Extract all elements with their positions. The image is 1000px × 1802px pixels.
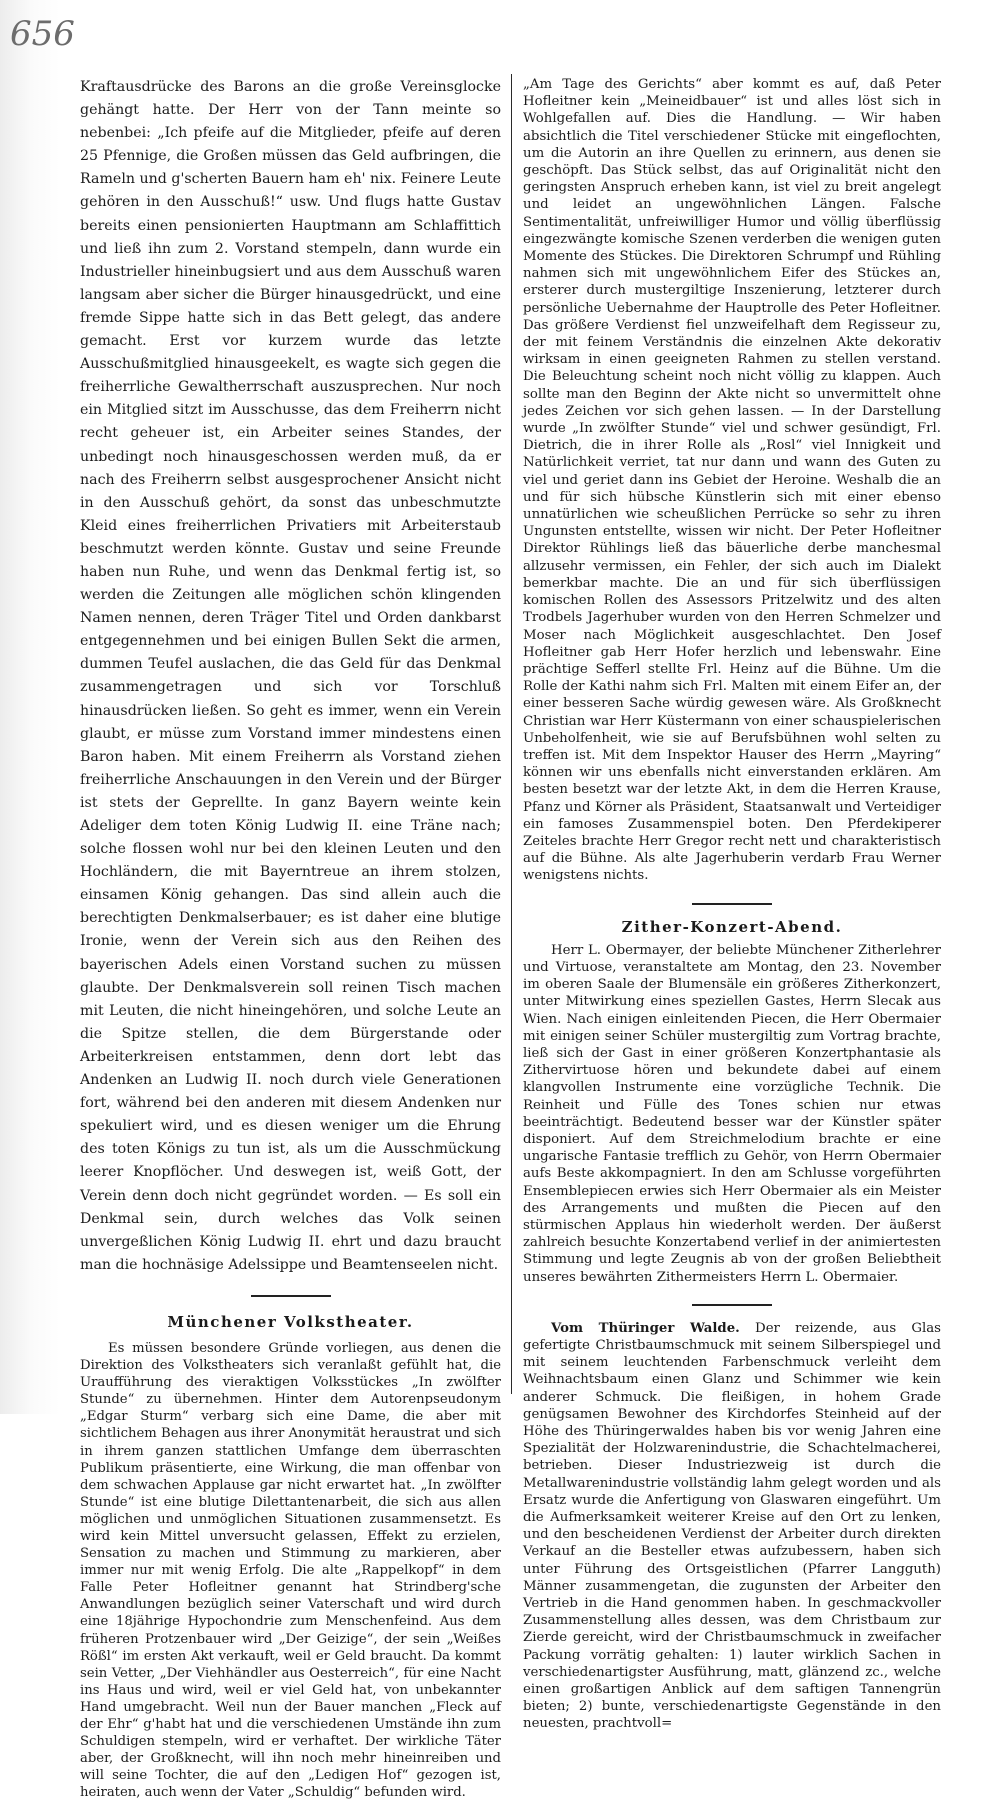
thueringer-walde-lead: Vom Thüringer Walde.	[551, 1320, 740, 1336]
review-continuation-text: „Am Tage des Gerichts“ aber kommt es auf, daß Peter Hofleitner kein „Meineidbauer“ ist und alles löst sich in Wohlgefallen auf. Dies die Handlung. — Wir haben absichtlich die Titel verschiedener Stücke mit eingeflochten, um die Autorin an ihre Quellen zu erinnern, aus denen sie geschöpft. Das Stück selbst, das auf Originalität nicht den geringsten Anspruch erheben kann, ist viel zu breit angelegt und leidet an ungewöhnlichen Längen. Falsche Sentimentalität, unfreiwilliger Humor und völlig überflüssig eingezwängte komische Szenen verderben die wenigen guten Momente des Stückes. Die Direktoren Schrumpf und Rühling nahmen sich mit ungewöhnlichem Eifer des Stückes an, ersterer durch mustergiltige Inszenierung, letzterer durch persönliche Uebernahme der Hauptrolle des Peter Hofleitner. Das größere Verdienst fiel unzweifelhaft dem Regisseur zu, der mit feinem Verständnis die einzelnen Akte dekorativ wirksam in einen geeigneten Rahmen zu stellen verstand. Die Beleuchtung scheint noch nicht völlig zu klappen. Auch sollte man den Beginn der Akte nicht so unvermittelt ohne jedes Zeichen vor sich gehen lassen. — In der Darstellung wurde „In zwölfter Stunde“ viel und schwer gesündigt, Frl. Dietrich, die in ihrer Rolle als „Rosl“ viel Innigkeit und Natürlichkeit verriet, tat nur dann und wann des Guten zu viel und geriet dann ins Gebiet der Heroine. Weshalb die an und für sich hübsche Künstlerin sich mit einer ebenso unnatürlichen wie scheußlichen Perrücke so sehr zu ihren Ungunsten entstellte, wissen wir nicht. Der Peter Hofleitner Direktor Rühlings ließ das bäuerliche derbe manchesmal allzusehr vermissen, ein Fehler, der sich auch im Dialekt bemerkbar machte. Die an und für sich überflüssigen komischen Rollen des Assessors Pritzelwitz und des alten Trodbels Jagerhuber wurden von den Herren Schmelzer und Moser nach Möglichkeit ausgeschlachtet. Den Josef Hofleitner gab Herr Hofer herzlich und lebenswahr. Eine prächtige Sefferl stellte Frl. Heinz auf die Bühne. Um die Rolle der Kathi nahm sich Frl. Malten mit einem Eifer an, der einer besseren Sache würdig gewesen wäre. Als Großknecht Christian war Herr Küstermann von einer schauspielerischen Unbeholfenheit, wie sie auf Berufsbühnen wohl selten zu treffen ist. Mit dem Inspektor Hauser des Herrn „Mayring“ können wir uns ebenfalls nicht einverstanden erklären. Am besten besetzt war der letzte Akt, in dem die Herren Krause, Pfanz und Körner als Präsident, Staatsanwalt und Verteidiger ein famoses Zusammenspiel boten. Den Pferdekiperer Zeiteles brachte Herr Gregor recht nett und charakteristisch auf die Bühne. Als alte Jagerhuberin verdarb Frau Werner wenigstens nichts.	[523, 77, 941, 884]
column-divider	[511, 74, 512, 1394]
right-column	[523, 76, 941, 1733]
zither-konzert-text: Herr L. Obermayer, der beliebte Münchener Zitherlehrer und Virtuose, veranstaltete am Montag, den 23. November im oberen Saale der Blumensäle ein größeres Zitherkonzert, unter Mitwirkung eines speziellen Gastes, Herrn Slecak aus Wien. Nach einigen einleitenden Piecen, die Herr Obermaier mit einigen seiner Schüler mustergiltig zum Vortrag brachte, ließ sich der Gast in einer größeren Konzertphantasie als Zithervirtuose hören und bekundete dabei auf einem klangvollen Instrumente eine vorzügliche Technik. Die Reinheit und Fülle des Tones schien nur etwas beeinträchtigt. Bedeutend besser war der Künstler später disponiert. Auf dem Streichmelodium brachte er eine ungarische Fantasie trefflich zu Gehör, von Herrn Obermaier aufs Beste akkompagniert. In den am Schlusse vorgeführten Ensemblepiecen erwies sich Herr Obermaier als ein Meister des Arrangements und mußten die Piecen auf den stürmischen Applaus hin wiederholt werden. Der äußerst zahlreich besuchte Konzertabend verlief in der animiertesten Stimmung und legte Zeugnis ab von der großen Beliebtheit unseres bewährten Zithermeisters Herrn L. Obermaier.	[523, 942, 941, 1285]
section-title-volkstheater: Münchener Volkstheater.	[167, 1312, 414, 1331]
article-continuation-text: Kraftausdrücke des Barons an die große Vereinsglocke gehängt hatte. Der Herr von der Tann meinte so nebenbei: „Ich pfeife auf die Mitglieder, pfeife auf deren 25 Pfennige, die Großen müssen das Geld aufbringen, die Rameln und g'scherten Bauern ham eh' nix. Feinere Leute gehören in den Ausschuß!“ usw. Und flugs hatte Gustav bereits einen pensionierten Hauptmann am Schlaffittich und ließ ihn zum 2. Vorstand stempeln, dann wurde ein Industrieller hineinbugsiert und aus dem Ausschuß waren langsam aber sicher die Bürger hinausgedrückt, und eine fremde Sippe hatte sich in das Bett gelegt, das andere gemacht. Erst vor kurzem wurde das letzte Ausschußmitglied hinausgeekelt, es wagte sich gegen die freiherrliche Gewaltherrschaft auszusprechen. Nur noch ein Mitglied sitzt im Ausschusse, das dem Freiherrn nicht recht geheuer ist, ein Arbeiter seines Standes, der unbedingt noch hinausgeschossen werden muß, da er nach des Freiherrn selbst ausgesprochener Ansicht nicht in den Ausschuß gehört, da sonst das unbeschmutzte Kleid eines freiherrlichen Privatiers mit Arbeiterstaub beschmutzt werden könnte. Gustav und seine Freunde haben nun Ruhe, und wenn das Denkmal fertig ist, so werden die Zeitungen alle möglichen schön klingenden Namen nennen, deren Träger Titel und Orden dankbarst entgegennehmen und bei einigen Bullen Sekt die armen, dummen Teufel auslachen, die das Geld für das Denkmal zusammengetragen und sich vor Torschluß hinausdrücken ließen. So geht es immer, wenn ein Verein glaubt, er müsse zum Vorstand immer mindestens einen Baron haben. Mit einem Freiherrn als Vorstand ziehen freiherrliche Anschauungen in den Verein und der Bürger ist stets der Geprellte. In ganz Bayern weinte kein Adeliger dem toten König Ludwig II. eine Träne nach; solche flossen wohl nur bei den kleinen Leuten und den Hochländern, die mit Bayerntreue an ihrem stolzen, einsamen König gehangen. Das sind allein auch die berechtigten Denkmalserbauer; es ist daher eine blutige Ironie, wenn der Verein sich aus den Reihen des bayerischen Adels einen Vorstand suchen zu müssen glaubte. Der Denkmalsverein soll reinen Tisch machen mit Leuten, die nicht hineingehören, und solche Leute an die Spitze stellen, die dem Bürgerstande oder Arbeiterkreisen entstammen, denn dort lebt das Andenken an Ludwig II. noch durch viele Generationen fort, während bei den anderen mit diesem Andenken nur spekuliert wird, und es diesen weniger um die Ehrung des toten Königs zu tun ist, als um die Ausschmückung leerer Knopflöcher. Und deswegen ist, weiß Gott, der Verein denn doch nicht gegründet worden. — Es soll ein Denkmal sein, durch welches das Volk seinen unvergeßlichen König Ludwig II. ehrt und dazu braucht man die hochnäsige Adelssippe und Beamtenseelen nicht.	[80, 79, 501, 1273]
section-divider	[692, 1304, 772, 1306]
section-title-zither-konzert: Zither-Konzert-Abend.	[621, 917, 843, 936]
page-number: 656	[10, 14, 75, 54]
volkstheater-review-text: Es müssen besondere Gründe vorliegen, aus denen die Direktion des Volkstheaters sich veranlaßt gefühlt hat, die Uraufführung des vieraktigen Volksstückes „In zwölfter Stunde“ zu übernehmen. Hinter dem Autorenpseudonym „Edgar Sturm“ verbarg sich eine Dame, die aber mit sichtlichem Behagen aus ihrer Anonymität heraustrat und sich in ihrem ganzen stattlichen Umfange dem überraschten Publikum präsentierte, eine Wirkung, die man offenbar von dem schwachen Applause gar nicht erwartet hat. „In zwölfter Stunde“ ist eine blutige Dilettantenarbeit, die sich aus allen möglichen und unmöglichen Situationen zusammensetzt. Es wird kein Mittel unversucht gelassen, Effekt zu erzielen, Sensation zu machen und Stimmung zu markieren, aber immer nur mit wenig Erfolg. Die alte „Rappelkopf“ in dem Falle Peter Hofleitner genannt hat Strindberg'sche Anwandlungen bezüglich seiner Vaterschaft und wird durch eine 18jährige Hypochondrie zum Menschenfeind. Aus dem früheren Protzenbauer wird „Der Geizige“, der sein „Weißes Rößl“ im ersten Akt verkauft, weil er Geld braucht. Da kommt sein Vetter, „Der Viehhändler aus Oesterreich“, für eine Nacht ins Haus und wird, weil er viel Geld hat, von unbekannter Hand umgebracht. Weil nun der Bauer manchen „Fleck auf der Ehr“ g'habt hat und die verschiedenen Umstände ihn zum Schuldigen stempeln, wird er verhaftet. Der wirkliche Täter aber, der Großknecht, will ihn noch mehr hineinreiben und will seine Tochter, die auf den „Ledigen Hof“ gezogen ist, heiraten, auch wenn der Vater „Schuldig“ befunden wird.	[80, 1340, 501, 1801]
thueringer-walde-paragraph	[523, 1320, 941, 1733]
section-divider	[692, 903, 772, 905]
left-column	[80, 76, 501, 1802]
section-divider	[251, 1295, 331, 1297]
thueringer-walde-text: Der reizende, aus Glas gefertigte Christbaumschmuck mit seinem Silberspiegel und mit seinem leuchtenden Farbenschmuck verleiht dem Weihnachtsbaum einen Glanz und Schimmer wie kein anderer Schmuck. Die fleißigen, in hohem Grade genügsamen Bewohner des Kirchdorfes Steinheid auf der Höhe des Thüringerwaldes haben bis vor wenig Jahren eine Spezialität der Holzwarenindustrie, die Schachtelmacherei, betrieben. Dieser Industriezweig ist durch die Metallwarenindustrie vollständig lahm gelegt worden und als Ersatz wurde die Anfertigung von Glaswaren eingeführt. Um die Aufmerksamkeit weiterer Kreise auf den Ort zu lenken, und den bescheidenen Verdienst der Arbeiter durch direkten Verkauf an die Besteller etwas aufzubessern, haben sich unter Führung des Ortsgeistlichen (Pfarrer Langguth) Männer zusammengetan, die zugunsten der Arbeiter den Vertrieb in die Hand genommen haben. In geschmackvoller Zusammenstellung alles dessen, was dem Christbaum zur Zierde gereicht, wird der Christbaumschmuck in zweifacher Packung vorrätig gehalten: 1) lauter wirklich Sachen in verschiedenartigster Ausführung, matt, glänzend zc., welche einen großartigen Anblick auf dem saftigen Tannengrün bieten; 2) bunte, verschiedenartigste Gegenstände in den neuesten, prachtvoll=	[523, 1320, 942, 1732]
